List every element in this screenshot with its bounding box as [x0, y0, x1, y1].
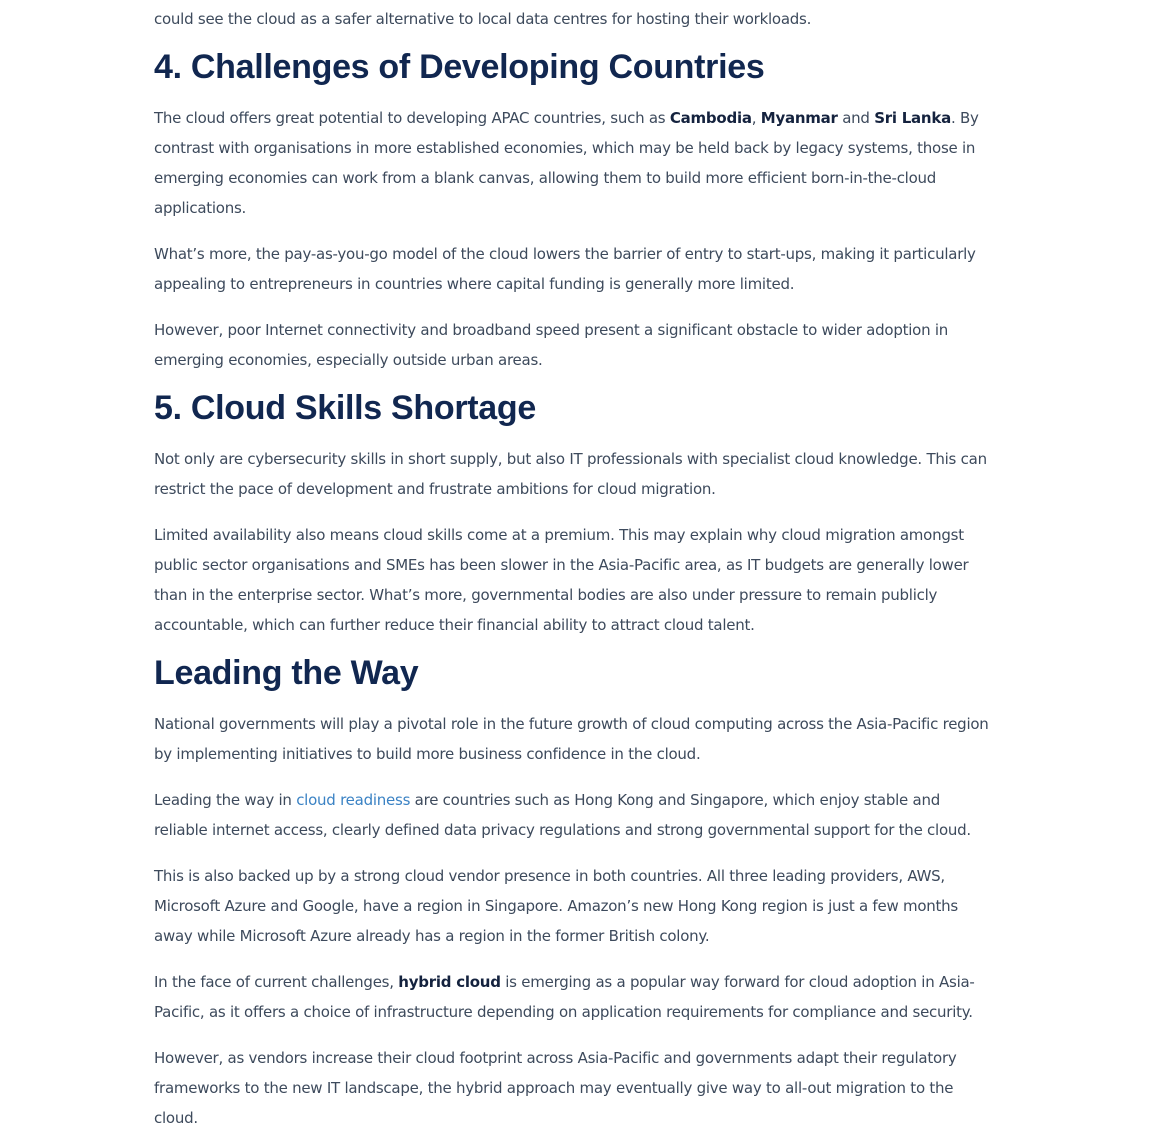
- paragraph-hybrid-cloud: [154, 967, 994, 1027]
- cloud-readiness-link[interactable]: cloud readiness: [296, 791, 411, 809]
- text-segment: and: [837, 109, 875, 127]
- text-segment: . By contrast with organisations in more established economies, which may be held back by legacy systems, those in emerging economies can work from a blank canvas, allowing them to build more efficient born-in-the-cloud applications.: [154, 109, 979, 217]
- text-segment: are countries such as Hong Kong and Singapore, which enjoy stable and reliable internet access, clearly defined data privacy regulations and strong governmental support for the cloud.: [154, 791, 971, 839]
- paragraph-governments-role: National governments will play a pivotal role in the future growth of cloud computing across the Asia-Pacific region by implementing initiatives to build more business confidence in the cloud.: [154, 715, 989, 763]
- paragraph-vendor-presence: This is also backed up by a strong cloud vendor presence in both countries. All three leading providers, AWS, Microsoft Azure and Google, have a region in Singapore. Amazon’s new Hong Kong region is just a few months away while Microsoft Azure already has a region in the former British colony.: [154, 867, 958, 945]
- text-segment: The cloud offers great potential to developing APAC countries, such as: [154, 109, 670, 127]
- country-myanmar: Myanmar: [760, 109, 838, 127]
- section-heading-developing-countries: 4. Challenges of Developing Countries: [154, 48, 765, 86]
- text-segment: Leading the way in: [154, 791, 297, 809]
- paragraph-pay-as-you-go: What’s more, the pay-as-you-go model of the cloud lowers the barrier of entry to start-ups, making it particularly appealing to entrepreneurs in countries where capital funding is generally more limited.: [154, 245, 976, 293]
- country-sri-lanka: Sri Lanka: [874, 109, 951, 127]
- hybrid-cloud-emphasis: hybrid cloud: [398, 973, 501, 991]
- text-segment: ,: [751, 109, 761, 127]
- text-segment: In the face of current challenges,: [154, 973, 399, 991]
- paragraph-skills-supply: Not only are cybersecurity skills in short supply, but also IT professionals with specialist cloud knowledge. This can restrict the pace of development and frustrate ambitions for cloud migration.: [154, 450, 987, 498]
- paragraph-cloud-readiness: [154, 785, 994, 845]
- section-heading-skills-shortage: 5. Cloud Skills Shortage: [154, 389, 536, 427]
- section-heading-leading-the-way: Leading the Way: [154, 654, 419, 692]
- article-body: [154, 4, 994, 1133]
- intro-paragraph-tail: could see the cloud as a safer alternative to local data centres for hosting their workloads.: [154, 10, 812, 28]
- paragraph-skills-premium: Limited availability also means cloud skills come at a premium. This may explain why cloud migration amongst public sector organisations and SMEs has been slower in the Asia-Pacific area, as IT budgets are generally lower than in the enterprise sector. What’s more, governmental bodies are also under pressure to remain publicly accountable, which can further reduce their financial ability to attract cloud talent.: [154, 526, 969, 634]
- country-cambodia: Cambodia: [669, 109, 752, 127]
- paragraph-hybrid-future: However, as vendors increase their cloud footprint across Asia-Pacific and governments adapt their regulatory frameworks to the new IT landscape, the hybrid approach may eventually give way to all-out migration to the cloud.: [154, 1049, 957, 1127]
- text-segment: is emerging as a popular way forward for cloud adoption in Asia-Pacific, as it offers a choice of infrastructure depending on application requirements for compliance and security.: [154, 973, 975, 1021]
- paragraph-connectivity-obstacle: However, poor Internet connectivity and broadband speed present a significant obstacle to wider adoption in emerging economies, especially outside urban areas.: [154, 321, 949, 369]
- paragraph-developing-potential: [154, 103, 994, 223]
